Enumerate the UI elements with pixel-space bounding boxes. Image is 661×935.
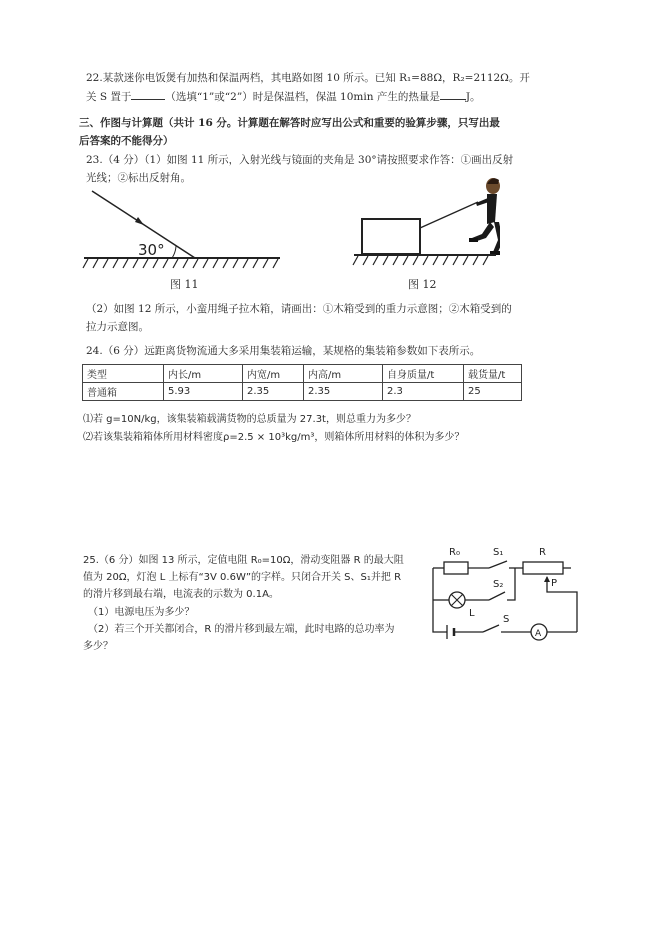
slider-arrow — [544, 576, 550, 582]
label-l: L — [469, 608, 475, 619]
table-header-cell: 自身质量/t — [383, 365, 464, 383]
wire-p-right — [547, 584, 577, 632]
q23-part2-line1: （2）如图 12 所示，小蛮用绳子拉木箱，请画出：①木箱受到的重力示意图；②木箱受到的 — [86, 303, 512, 315]
section3-heading-line2: 后答案的不能得分） — [79, 135, 174, 147]
table-cell: 5.93 — [164, 383, 243, 401]
switch-s — [483, 625, 499, 632]
lamp-cross — [451, 594, 463, 606]
q25-line6: 多少？ — [83, 641, 113, 652]
table-cell: 普通箱 — [83, 383, 164, 401]
q25-line4: （1）电源电压为多少？ — [88, 607, 195, 618]
rope — [420, 202, 478, 228]
q25-line1: 25.（6 分）如图 13 所示，定值电阻 R₀=10Ω，滑动变阻器 R 的最大阻 — [83, 555, 404, 566]
resistor-r0 — [444, 562, 468, 574]
wire-s2-up — [507, 568, 515, 600]
table-header-cell: 内长/m — [164, 365, 243, 383]
fig11-angle-label: 30° — [138, 241, 165, 259]
q25-line3: 的滑片移到最右端，电流表的示数为 0.1A。 — [83, 589, 279, 600]
table-header-row — [83, 365, 522, 383]
table-header-cell: 类型 — [83, 365, 164, 383]
wooden-box — [362, 219, 420, 254]
q22-line2 — [86, 88, 481, 106]
table-header-cell: 载货量/t — [464, 365, 522, 383]
q22-text-c: J。 — [465, 91, 481, 103]
table-row — [83, 383, 522, 401]
q23-line1: 23.（4 分）（1）如图 11 所示，入射光线与镜面的夹角是 30°请按照要求作答：①画出反射 — [86, 154, 514, 166]
fig12-caption: 图 12 — [408, 278, 437, 291]
label-r: R — [539, 547, 546, 558]
figure-11 — [80, 185, 285, 290]
mirror-hatching — [83, 259, 278, 268]
q22-blank-2 — [440, 88, 466, 100]
angle-arc — [172, 246, 176, 258]
q24-question-2: ⑵若该集装箱箱体所用材料密度ρ=2.5 × 10³kg/m³，则箱体所用材料的体积为多少？ — [83, 432, 465, 443]
q22-line1: 22.某款迷你电饭煲有加热和保温两档，其电路如图 10 所示。已知 R₁=88Ω，R₂=2112Ω。开 — [86, 72, 530, 84]
label-s: S — [503, 614, 510, 625]
label-p: P — [551, 578, 558, 589]
section3-heading-line1: 三、作图与计算题（共计 16 分。计算题在解答时应写出公式和重要的验算步骤，只写出最 — [79, 117, 500, 129]
q25-line2: 值为 20Ω，灯泡 L 上标有“3V 0.6W”的字样。只闭合开关 S、S₁并把 R — [83, 572, 402, 583]
q24-line1: 24.（6 分）远距离货物流通大多采用集装箱运输，某规格的集装箱参数如下表所示。 — [86, 345, 481, 357]
q25-line5: （2）若三个开关都闭合，R 的滑片移到最左端，此时电路的总功率为 — [88, 624, 395, 635]
switch-s1 — [489, 561, 507, 568]
ground-hatching — [353, 256, 488, 265]
q23-line2: 光线；②标出反射角。 — [86, 172, 191, 184]
label-s1: S₁ — [493, 547, 504, 558]
q22-text-b: （选填“1”或“2”）时是保温档，保温 10min 产生的热量是 — [165, 91, 440, 103]
table-cell: 25 — [464, 383, 522, 401]
q24-question-1: ⑴若 g=10N/kg，该集装箱载满货物的总质量为 27.3t，则总重力为多少？ — [83, 414, 416, 425]
container-spec-table — [82, 364, 522, 401]
q22-blank-1 — [131, 88, 165, 100]
label-a: A — [535, 629, 542, 639]
ray-arrowhead — [135, 217, 144, 225]
switch-s2 — [489, 592, 505, 600]
person-pulling-icon — [469, 178, 500, 255]
table-header-cell: 内高/m — [304, 365, 383, 383]
label-s2: S₂ — [493, 579, 504, 590]
table-cell: 2.35 — [304, 383, 383, 401]
figure-13-circuit — [425, 540, 590, 650]
q23-part2-line2: 拉力示意图。 — [86, 321, 149, 333]
label-r0: R₀ — [449, 547, 460, 558]
table-header-cell: 内宽/m — [243, 365, 304, 383]
table-cell: 2.3 — [383, 383, 464, 401]
fig11-caption: 图 11 — [170, 278, 199, 291]
q22-text-a: 关 S 置于 — [86, 91, 132, 103]
rheostat-r — [523, 562, 563, 574]
table-cell: 2.35 — [243, 383, 304, 401]
figure-12 — [350, 172, 500, 272]
